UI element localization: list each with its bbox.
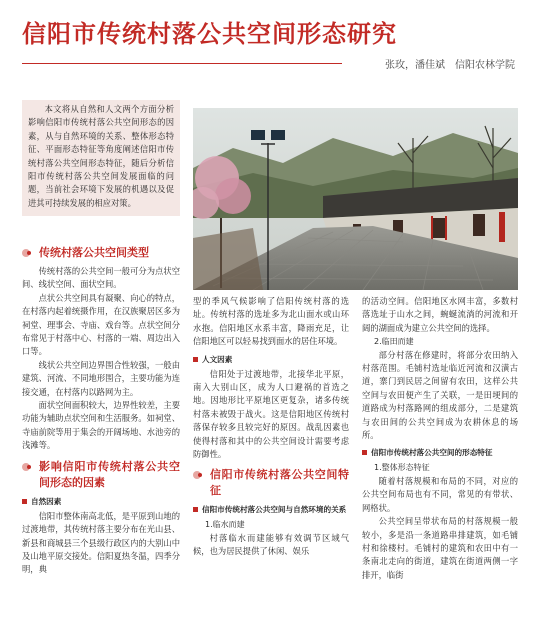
subsection-heading-text: 信阳市传统村落公共空间与自然环境的关系	[202, 505, 347, 515]
square-bullet-icon	[22, 499, 27, 504]
square-bullet-icon	[193, 357, 198, 362]
paragraph: 的活动空间。信阳地区水网丰富，多数村落选址于山水之间，蜿蜒流淌的河流和开阔的湖面成为建立公共空间的选择。	[362, 296, 518, 333]
paragraph: 信阳市整体南高北低，是平原到山地的过渡地带，其传统村落主要分布在光山县、新县和商城县三个县级行政区内的大别山中及山地平原交接处。信阳夏热冬温，四季分明，典	[22, 510, 180, 575]
author-byline: 张玫，潘佳斌 信阳农林学院	[385, 60, 515, 71]
subsection-heading-nature	[22, 496, 180, 508]
subsection-heading-text: 信阳市传统村落公共空间的形态特征	[371, 448, 493, 458]
section-heading-features	[193, 467, 349, 499]
section-heading-text: 影响信阳市传统村落公共空间形态的因素	[39, 459, 180, 489]
column-3	[362, 295, 518, 582]
article-title: 信阳市传统村落公共空间形态研究	[22, 19, 397, 48]
sub-subheading: 1.整体形态特征	[374, 463, 430, 473]
column-2	[193, 295, 349, 559]
paragraph: 部分村落在修建时，将部分农田纳入村落范围。毛铺村选址临近河流和汉潢古道，寨门到民居之间留有农田，这样公共空间与农田便产生了关联，一是田埂间的道路成为村落路网的组成部分，二是建筑与农田间的公共空间成为农耕休息的场所。	[362, 349, 518, 441]
section-heading-text: 传统村落公共空间类型	[39, 246, 149, 259]
section-bullet-icon	[22, 246, 36, 260]
square-bullet-icon	[193, 507, 198, 512]
paragraph: 随着村落规模和布局的不同，对应的公共空间布局也有不同，常见的有带状、网格状。	[362, 475, 518, 513]
section-bullet-icon	[22, 460, 36, 474]
title-rule	[22, 63, 342, 64]
subsection-heading-text: 人文因素	[202, 354, 233, 364]
subsection-heading-relation	[193, 504, 349, 516]
square-bullet-icon	[362, 450, 367, 455]
paragraph: 信阳处于过渡地带，北接华北平原，南入大别山区，成为人口避祸的首选之地。因地形比平原地区更复杂，诸多传统村落未被毁于战火。这是信阳地区传统村落保存较多且较完好的原因。战乱因素也使得村落和其中的公共空间设计需要考虑防御性。	[193, 368, 349, 460]
paragraph: 传统村落的公共空间一般可分为点状空间、线状空间、面状空间。	[22, 266, 180, 290]
subsection-heading-text: 自然因素	[31, 496, 62, 506]
paragraph: 型的季风气候影响了信阳传统村落的选址。传统村落的选址多为北山面水或山环水抱。信阳地区水系丰富，降雨充足，让信阳地区可以轻易找到面水的居住环境。	[193, 296, 349, 347]
abstract-text: 本文将从自然和人文两个方面分析影响信阳市传统村落公共空间形态的因素，从与自然环境的关系、整体形态特征、平面形态特征等角度阐述信阳市传统村落公共空间形态特征，随后分析信阳市传统村落公共空间发展面临的问题，当前社会环境下发展的机遇以及促进其可持续发展的相应对策。	[28, 104, 174, 208]
abstract-box	[22, 100, 180, 216]
sub-subheading: 2.临田而建	[374, 337, 414, 347]
paragraph: 线状公共空间边界围合性较强，一般由建筑、河流、不同地形围合，主要功能为连接交通，在村落内以路网为主。	[22, 359, 180, 397]
section-bullet-icon	[193, 468, 207, 482]
sub-subheading: 1.临水而建	[205, 520, 245, 530]
section-heading-types	[22, 245, 180, 261]
paragraph: 点状公共空间具有凝聚、向心的特点，在村落内起着统摄作用，在汉族聚居区多为祠堂、理事会、寺庙、戏台等。点状空间分布常见于村落中心、村落的一端、周边出入口等。	[22, 292, 180, 357]
column-1	[22, 245, 180, 577]
section-heading-text: 信阳市传统村落公共空间特征	[210, 468, 349, 498]
village-photo	[193, 108, 518, 290]
section-heading-factors	[22, 459, 180, 491]
paragraph: 公共空间呈带状布局的村落规模一般较小，多是沿一条道路串排建筑，如毛铺村和徐楼村。毛铺村的建筑和农田中有一条南北走向的街道，建筑在街道两侧一字排开，临街	[362, 516, 518, 580]
paragraph: 面状空间面积较大，边界性较差，主要功能为辅助点状空间和生活服务。如祠堂、寺庙前院等用于集会的开阔场地、水池旁的浅滩等。	[22, 400, 180, 451]
subsection-heading-overall	[362, 447, 518, 459]
paragraph: 村落临水而建能够有效调节区域气候，也为居民提供了休闲、娱乐	[193, 532, 349, 557]
subsection-heading-culture	[193, 354, 349, 366]
village-photo-illustration	[193, 108, 518, 290]
